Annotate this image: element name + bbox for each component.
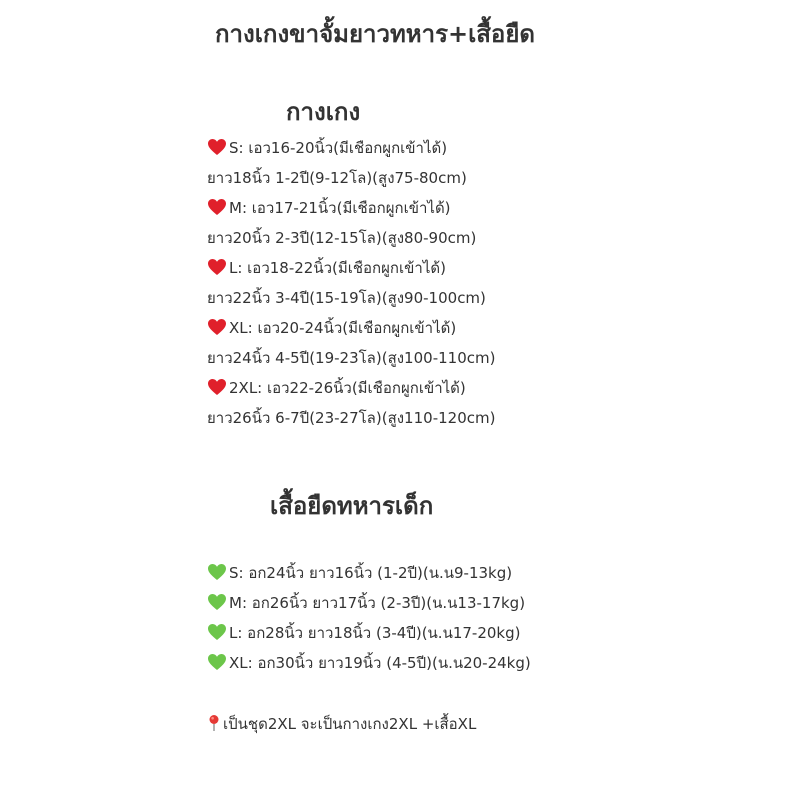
line-text: ยาว22นิ้ว 3-4ปี(15-19โล)(สูง90-100cm) — [207, 289, 486, 307]
line-text: L: อก28นิ้ว ยาว18นิ้ว (3-4ปี)(น.น17-20kg) — [229, 624, 521, 642]
red-heart-icon — [207, 198, 227, 216]
line-text: ยาว24นิ้ว 4-5ปี(19-23โล)(สูง100-110cm) — [207, 349, 496, 367]
pants-size-xl-length — [207, 348, 495, 368]
line-text: XL: อก30นิ้ว ยาว19นิ้ว (4-5ปี)(น.น20-24kg) — [229, 654, 531, 672]
line-text: 2XL: เอว22-26นิ้ว(มีเชือกผูกเข้าได้) — [229, 379, 466, 397]
note-text: เป็นชุด2XL จะเป็นกางเกง2XL +เสื้อXL — [223, 715, 477, 733]
green-heart-icon — [207, 623, 227, 641]
page-title: กางเกงขาจั้มยาวทหาร+เสื้อยืด — [215, 20, 535, 48]
shirt-size-xl — [207, 653, 531, 673]
pants-size-xl-waist — [207, 318, 456, 338]
line-text: L: เอว18-22นิ้ว(มีเชือกผูกเข้าได้) — [229, 259, 446, 277]
pants-size-2xl-length — [207, 408, 495, 428]
line-text: ยาว26นิ้ว 6-7ปี(23-27โล)(สูง110-120cm) — [207, 409, 496, 427]
green-heart-icon — [207, 653, 227, 671]
pants-size-m-waist — [207, 198, 451, 218]
red-heart-icon — [207, 378, 227, 396]
line-text: S: เอว16-20นิ้ว(มีเชือกผูกเข้าได้) — [229, 139, 448, 157]
line-text: M: อก26นิ้ว ยาว17นิ้ว (2-3ปี)(น.น13-17kg) — [229, 594, 526, 612]
pants-size-s-length — [207, 168, 467, 188]
red-heart-icon — [207, 138, 227, 156]
red-heart-icon — [207, 318, 227, 336]
line-text: S: อก24นิ้ว ยาว16นิ้ว (1-2ปี)(น.น9-13kg) — [229, 564, 513, 582]
shirt-heading: เสื้อยืดทหารเด็ก — [270, 492, 434, 520]
pants-size-l-length — [207, 288, 486, 308]
red-heart-icon — [207, 258, 227, 276]
pants-size-l-waist — [207, 258, 446, 278]
pants-heading: กางเกง — [286, 98, 361, 126]
set-note — [207, 714, 476, 734]
pants-size-2xl-waist — [207, 378, 466, 398]
shirt-size-s — [207, 563, 512, 583]
pants-size-m-length — [207, 228, 476, 248]
green-heart-icon — [207, 593, 227, 611]
pin-icon — [207, 714, 221, 732]
shirt-size-l — [207, 623, 520, 643]
line-text: ยาว20นิ้ว 2-3ปี(12-15โล)(สูง80-90cm) — [207, 229, 477, 247]
pants-size-s-waist — [207, 138, 447, 158]
shirt-size-m — [207, 593, 525, 613]
line-text: XL: เอว20-24นิ้ว(มีเชือกผูกเข้าได้) — [229, 319, 457, 337]
line-text: M: เอว17-21นิ้ว(มีเชือกผูกเข้าได้) — [229, 199, 451, 217]
line-text: ยาว18นิ้ว 1-2ปี(9-12โล)(สูง75-80cm) — [207, 169, 467, 187]
green-heart-icon — [207, 563, 227, 581]
